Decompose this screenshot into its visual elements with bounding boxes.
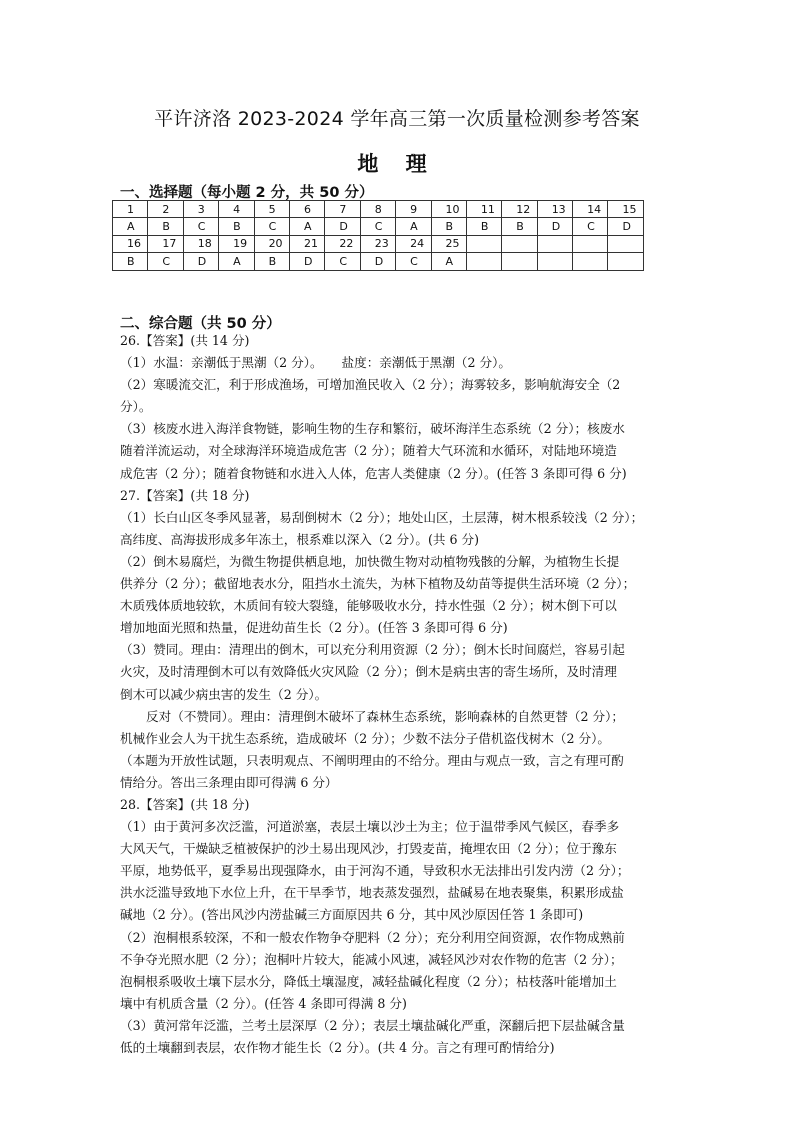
answer-line: 大风天气，干燥缺乏植被保护的沙土易出现风沙，打毁麦苗，掩埋农田（2 分）；位于豫东 (120, 841, 617, 857)
question-number-cell: 15 (608, 201, 643, 218)
question-number-cell: 16 (113, 235, 148, 252)
question-number-cell (573, 235, 608, 252)
answer-cell: B (219, 218, 254, 235)
answer-cell (573, 253, 608, 270)
answer-cell: B (148, 218, 183, 235)
answer-line: （1）长白山区冬季风显著，易刮倒树木（2 分）；地处山区，土层薄，树木根系较浅（2 分）； (120, 509, 644, 525)
answer-line: （3）黄河常年泛滥，兰考土层深厚（2 分）；表层土壤盐碱化严重，深翻后把下层盐碱含量 (120, 1017, 625, 1033)
answer-cell: D (608, 218, 643, 235)
answer-cell: D (289, 253, 324, 270)
question-number-cell (502, 235, 537, 252)
question-number-cell: 9 (396, 201, 431, 218)
question-number-cell: 18 (183, 235, 218, 252)
answer-cell: A (431, 253, 466, 270)
question-number-cell: 6 (289, 201, 324, 218)
answer-cell (466, 253, 501, 270)
question-number-cell: 23 (360, 235, 395, 252)
answer-cell: B (502, 218, 537, 235)
answer-cell: C (183, 218, 218, 235)
subject-heading: 地 理 (357, 152, 437, 176)
question-number-cell: 12 (502, 201, 537, 218)
answer-line: 分）。 (120, 399, 152, 415)
question-number-cell: 10 (431, 201, 466, 218)
answer-line: 壤中有机质含量（2 分）。(任答 4 条即可得满 8 分) (120, 995, 407, 1011)
answer-line: 机械作业会人为干扰生态系统，造成破坏（2 分）；少数不法分子借机盗伐树木（2 分）。 (120, 730, 610, 746)
answer-cell: B (431, 218, 466, 235)
answer-cell: C (254, 218, 289, 235)
answer-cell: A (289, 218, 324, 235)
question-number-cell: 20 (254, 235, 289, 252)
answer-line: 增加地面光照和热量，促进幼苗生长（2 分）。(任答 3 条即可得 6 分) (120, 620, 508, 636)
table-row (113, 218, 644, 235)
answer-cell (608, 253, 643, 270)
answer-line: 反对（不赞同）。理由：清理倒木破坏了森林生态系统，影响森林的自然更替（2 分）； (146, 708, 624, 724)
answer-cell: C (360, 218, 395, 235)
answer-cell: C (325, 253, 360, 270)
answer-cell: D (537, 218, 572, 235)
answer-cell: B (466, 218, 501, 235)
answer-line: （3）赞同。理由：清理出的倒木，可以充分利用资源（2 分）；倒木长时间腐烂，容易引起 (120, 642, 625, 658)
question-number-cell: 13 (537, 201, 572, 218)
answer-cell (537, 253, 572, 270)
answer-cell: D (325, 218, 360, 235)
question-number-cell: 5 (254, 201, 289, 218)
answer-cell: A (219, 253, 254, 270)
question-number-cell: 19 (219, 235, 254, 252)
answer-cell: B (113, 253, 148, 270)
answer-cell: C (396, 253, 431, 270)
question-number-cell: 22 (325, 235, 360, 252)
answer-cell: B (254, 253, 289, 270)
answer-line: 泡桐根系吸收土壤下层水分，降低土壤湿度，减轻盐碱化程度（2 分）；枯枝落叶能增加土 (120, 973, 617, 989)
question-number-cell (608, 235, 643, 252)
answer-table (112, 200, 644, 271)
question-number-cell: 2 (148, 201, 183, 218)
question-number-cell: 4 (219, 201, 254, 218)
question-number-cell: 1 (113, 201, 148, 218)
answer-line: 洪水泛滥导致地下水位上升，在干旱季节，地表蒸发强烈，盐碱易在地表聚集，积累形成盐 (120, 885, 624, 901)
section-2-heading: 二、综合题（共 50 分） (120, 316, 281, 332)
answer-line: （1）水温：亲潮低于黑潮（2 分）。 盐度：亲潮低于黑潮（2 分）。 (120, 355, 511, 371)
table-row (113, 235, 644, 252)
answer-line: 倒木可以减少病虫害的发生（2 分）。 (120, 686, 328, 702)
answer-line: 木质残体质地较软，木质间有较大裂缝，能够吸收水分，持水性强（2 分）；树木倒下可以 (120, 598, 617, 614)
answer-line: 成危害（2 分）；随着食物链和水进入人体，危害人类健康（2 分）。(任答 3 条即可得 6 分) (120, 465, 627, 481)
answer-cell: C (573, 218, 608, 235)
answer-cell (502, 253, 537, 270)
document-title: 平许济洛 2023-2024 学年高三第一次质量检测参考答案 (154, 108, 640, 130)
question-number-cell (537, 235, 572, 252)
section-1-heading: 一、选择题（每小题 2 分，共 50 分） (120, 185, 374, 201)
answer-line: （2）泡桐根系较深，不和一般农作物争夺肥料（2 分）；充分利用空间资源，农作物成熟前 (120, 929, 625, 945)
question-number-cell: 8 (360, 201, 395, 218)
answer-cell: A (396, 218, 431, 235)
answer-line: 碱地（2 分）。(答出风沙内涝盐碱三方面原因共 6 分，其中风沙原因任答 1 条即可) (120, 907, 584, 923)
answer-line: 情给分。答出三条理由即可得满 6 分） (120, 774, 338, 790)
answer-line: 不争夺光照水肥（2 分）；泡桐叶片较大，能减小风速，减轻风沙对农作物的危害（2 分）； (120, 951, 623, 967)
answer-line: 低的土壤翻到表层，农作物才能生长（2 分）。(共 4 分。言之有理可酌情给分) (120, 1040, 555, 1055)
answer-cell: A (113, 218, 148, 235)
question-number-cell: 24 (396, 235, 431, 252)
question-number-cell: 3 (183, 201, 218, 218)
question-number-cell: 7 (325, 201, 360, 218)
question-heading: 28.【答案】(共 18 分) (120, 796, 250, 812)
table-row (113, 201, 644, 218)
answer-line: 供养分（2 分）；截留地表水分，阻挡水土流失，为林下植物及幼苗等提供生活环境（2 分）； (120, 576, 636, 592)
answer-line: （2）寒暖流交汇，利于形成渔场，可增加渔民收入（2 分）；海雾较多，影响航海安全（2 (120, 377, 621, 393)
question-heading: 27.【答案】(共 18 分) (120, 487, 250, 503)
answer-cell: C (148, 253, 183, 270)
question-heading: 26.【答案】(共 14 分) (120, 333, 250, 348)
answer-line: （2）倒木易腐烂，为微生物提供栖息地，加快微生物对动植物残骸的分解，为植物生长提 (120, 553, 620, 569)
answer-text (120, 330, 694, 1059)
answer-line: （本题为开放性试题，只表明观点、不阐明理由的不给分。理由与观点一致，言之有理可酌 (120, 752, 624, 768)
table-row (113, 253, 644, 270)
question-number-cell: 14 (573, 201, 608, 218)
question-number-cell (466, 235, 501, 252)
answer-line: 平原，地势低平，夏季易出现强降水，由于河沟不通，导致积水无法排出引发内涝（2 分）； (120, 863, 630, 879)
answer-cell: D (183, 253, 218, 270)
answer-line: （3）核废水进入海洋食物链，影响生物的生存和繁衍，破坏海洋生态系统（2 分）；核废水 (120, 421, 625, 437)
answer-line: 随着洋流运动，对全球海洋环境造成危害（2 分）；随着大气环流和水循环，对陆地环境造 (120, 443, 617, 459)
question-number-cell: 21 (289, 235, 324, 252)
question-number-cell: 17 (148, 235, 183, 252)
answer-line: 高纬度、高海拔形成多年冻土，根系难以深入（2 分）。(共 6 分) (120, 531, 479, 547)
answer-cell: D (360, 253, 395, 270)
question-number-cell: 25 (431, 235, 466, 252)
answer-line: （1）由于黄河多次泛滥，河道淤塞，表层土壤以沙土为主；位于温带季风气候区，春季多 (120, 819, 620, 835)
question-number-cell: 11 (466, 201, 501, 218)
answer-line: 火灾，及时清理倒木可以有效降低火灾风险（2 分）；倒木是病虫害的寄生场所，及时清理 (120, 664, 617, 680)
